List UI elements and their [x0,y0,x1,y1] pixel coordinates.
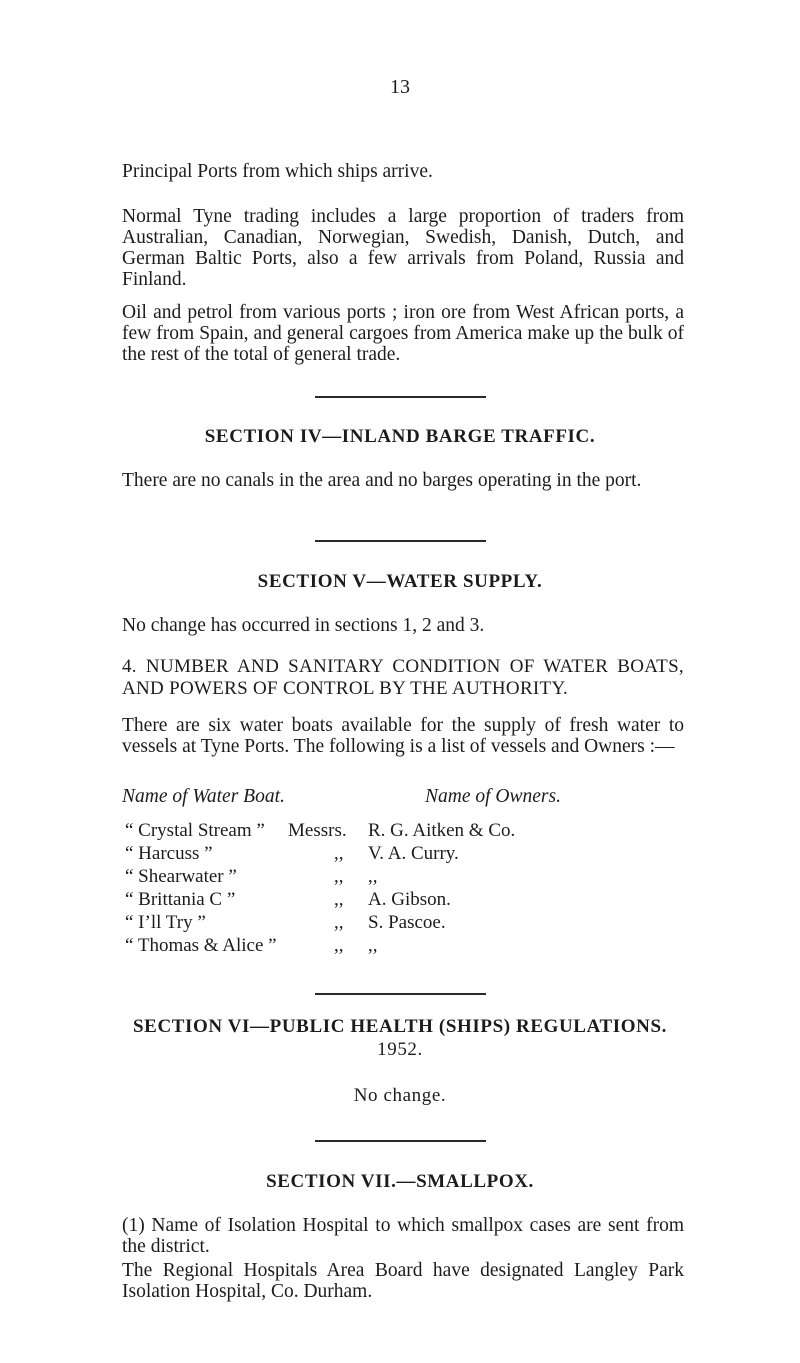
owner-prefix: ,, [334,843,344,864]
boat-name: “ I’ll Try ” [125,912,206,933]
divider-rule [315,1140,486,1142]
boat-name: “ Thomas & Alice ” [125,935,277,956]
table-row [0,843,800,865]
section-5-text-2: There are six water boats available for the supply of fresh water to vessels at Tyne Ports. The following is a list of vessels and Owners :— [122,715,684,757]
table-row [0,912,800,934]
section-4-text: There are no canals in the area and no barges operating in the port. [122,470,642,491]
intro-paragraph-2: Oil and petrol from various ports ; iron ore from West African ports, a few from Spain, and general cargoes from America make up the bulk of the rest of the total of general trade. [122,302,684,365]
section-7-text-2: The Regional Hospitals Area Board have designated Langley Park Isolation Hospital, Co. Durham. [122,1260,684,1302]
table-row [0,935,800,957]
intro-paragraph-1: Normal Tyne trading includes a large proportion of traders from Australian, Canadian, Norwegian, Swedish, Danish, Dutch, and German Baltic Ports, also a few arrivals from Poland, Russia and Finland. [122,206,684,290]
page-number: 13 [390,76,410,98]
boat-name: “ Shearwater ” [125,866,237,887]
section-6-text: No change. [353,1085,447,1106]
owner-name: A. Gibson. [368,889,451,910]
table-row [0,866,800,888]
table-row [0,820,800,842]
owner-name: ,, [368,935,378,956]
section-5-heading: SECTION V—WATER SUPPLY. [257,571,543,592]
owner-name: R. G. Aitken & Co. [368,820,516,841]
section-7-text-1: (1) Name of Isolation Hospital to which smallpox cases are sent from the district. [122,1215,684,1257]
owner-prefix: Messrs. [288,820,347,841]
section-6-heading-year: 1952. [377,1039,423,1060]
owner-prefix: ,, [334,866,344,887]
divider-rule [315,540,486,542]
section-6-heading: SECTION VI—PUBLIC HEALTH (SHIPS) REGULATIONS. [133,1016,667,1037]
section-7-heading: SECTION VII.—SMALLPOX. [266,1171,534,1192]
section-4-heading: SECTION IV—INLAND BARGE TRAFFIC. [204,426,596,447]
boat-name: “ Brittania C ” [125,889,236,910]
owner-name: V. A. Curry. [368,843,459,864]
table-row [0,889,800,911]
owner-name: S. Pascoe. [368,912,446,933]
boat-name: “ Harcuss ” [125,843,213,864]
owner-prefix: ,, [334,889,344,910]
divider-rule [315,993,486,995]
column-header-boat: Name of Water Boat. [122,786,285,807]
column-header-owners: Name of Owners. [425,786,561,807]
section-5-text-1: No change has occurred in sections 1, 2 and 3. [122,615,485,636]
boat-name: “ Crystal Stream ” [125,820,265,841]
owner-prefix: ,, [334,935,344,956]
intro-line: Principal Ports from which ships arrive. [122,161,433,182]
section-5-subheading: 4. NUMBER AND SANITARY CONDITION OF WATER BOATS, AND POWERS OF CONTROL BY THE AUTHORITY. [122,656,684,699]
divider-rule [315,396,486,398]
owner-name: ,, [368,866,378,887]
owner-prefix: ,, [334,912,344,933]
